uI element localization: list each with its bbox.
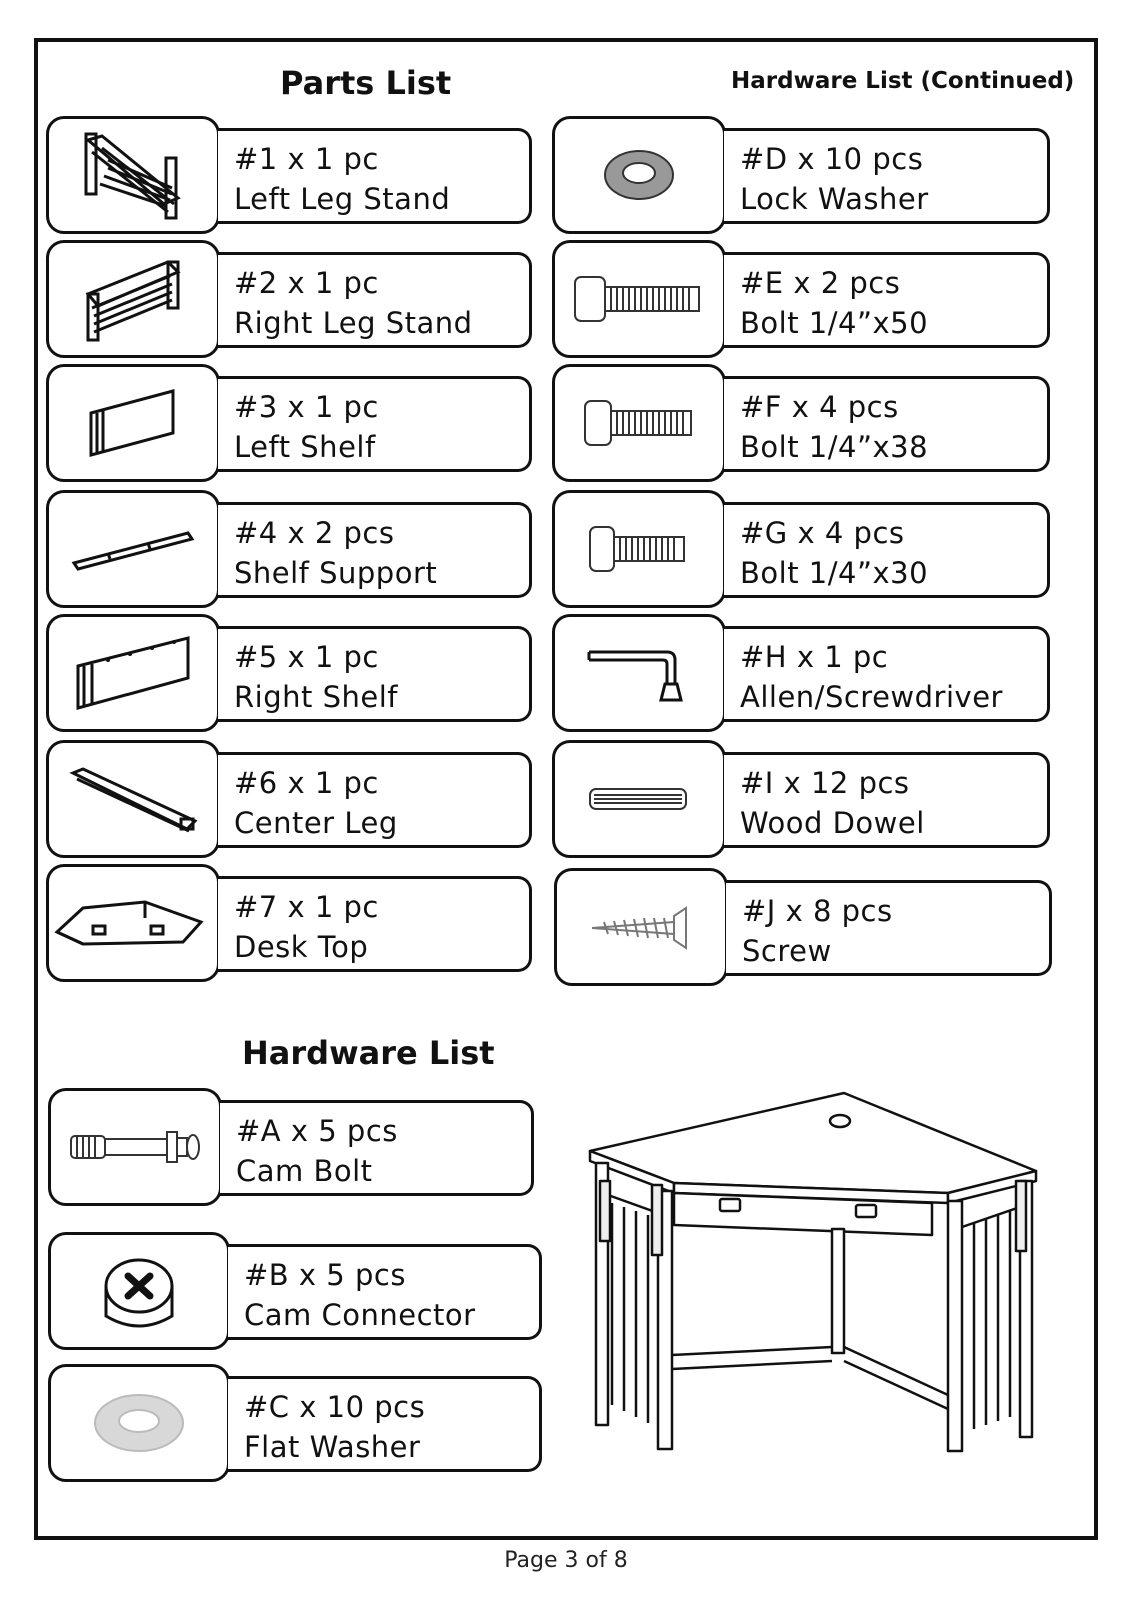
lock-washer-icon [552,116,726,234]
part-name: Left Leg Stand [234,182,451,216]
hardware-item-h [552,614,1052,736]
flat-washer-icon [48,1364,230,1482]
hardware-qty: #G x 4 pcs [740,516,905,550]
hardware-qty: #H x 1 pc [740,640,889,674]
part-label-6 [218,752,532,848]
hardware-qty: #I x 12 pcs [740,766,910,800]
hardware-qty: #A x 5 pcs [236,1114,398,1148]
hardware-name: Lock Washer [740,182,929,216]
hardware-item-g [552,490,1052,612]
part-name: Center Leg [234,806,398,840]
hardware-list-heading: Hardware List [242,1034,495,1072]
allen-screwdriver-icon [552,614,726,732]
part-name: Left Shelf [234,430,376,464]
hardware-name: Bolt 1/4”x50 [740,306,929,340]
hardware-item-e [552,240,1052,362]
hardware-list-continued-heading: Hardware List (Continued) [731,68,1075,94]
bolt-icon [552,364,726,482]
hardware-item-a [48,1088,538,1210]
part-item-1 [46,116,536,238]
hardware-name: Cam Bolt [236,1154,373,1188]
part-label-1 [218,128,532,224]
hardware-label-i [724,752,1050,848]
shelf-support-icon [46,490,220,608]
part-name: Right Leg Stand [234,306,473,340]
hardware-label-b [228,1244,542,1340]
page-number: Page 3 of 8 [504,1548,628,1573]
part-item-2 [46,240,536,362]
hardware-qty: #C x 10 pcs [244,1390,426,1424]
right-shelf-icon [46,614,220,732]
hardware-name: Bolt 1/4”x38 [740,430,929,464]
hardware-item-c [48,1364,538,1486]
part-name: Shelf Support [234,556,438,590]
bolt-icon [552,490,726,608]
part-qty: #6 x 1 pc [234,766,379,800]
hardware-label-c [228,1376,542,1472]
hardware-label-e [724,252,1050,348]
part-item-7 [46,864,536,986]
cam-connector-icon [48,1232,230,1350]
hardware-label-f [724,376,1050,472]
hardware-label-j [726,880,1052,976]
part-qty: #2 x 1 pc [234,266,379,300]
hardware-name: Wood Dowel [740,806,925,840]
cam-bolt-icon [48,1088,222,1206]
part-item-4 [46,490,536,612]
hardware-name: Cam Connector [244,1298,476,1332]
right-leg-stand-icon [46,240,220,358]
hardware-name: Bolt 1/4”x30 [740,556,929,590]
hardware-name: Allen/Screwdriver [740,680,1003,714]
part-qty: #7 x 1 pc [234,890,379,924]
assembled-desk-illustration [588,1085,1038,1462]
part-qty: #4 x 2 pcs [234,516,395,550]
part-item-5 [46,614,536,736]
hardware-qty: #J x 8 pcs [742,894,893,928]
part-qty: #5 x 1 pc [234,640,379,674]
center-leg-icon [46,740,220,858]
hardware-label-h [724,626,1050,722]
hardware-qty: #F x 4 pcs [740,390,899,424]
part-item-3 [46,364,536,486]
hardware-label-a [220,1100,534,1196]
hardware-item-j [554,868,1054,990]
hardware-qty: #B x 5 pcs [244,1258,406,1292]
hardware-qty: #E x 2 pcs [740,266,901,300]
part-name: Desk Top [234,930,369,964]
part-label-7 [218,876,532,972]
desk-top-icon [46,864,220,982]
screw-icon [554,868,728,986]
hardware-name: Flat Washer [244,1430,421,1464]
part-label-5 [218,626,532,722]
part-name: Right Shelf [234,680,398,714]
part-label-4 [218,502,532,598]
parts-list-heading: Parts List [280,64,452,102]
left-shelf-icon [46,364,220,482]
hardware-item-b [48,1232,538,1354]
hardware-name: Screw [742,934,832,968]
wood-dowel-icon [552,740,726,858]
part-qty: #1 x 1 pc [234,142,379,176]
hardware-item-i [552,740,1052,862]
bolt-icon [552,240,726,358]
hardware-label-g [724,502,1050,598]
hardware-label-d [724,128,1050,224]
part-label-2 [218,252,532,348]
part-label-3 [218,376,532,472]
left-leg-stand-icon [46,116,220,234]
part-qty: #3 x 1 pc [234,390,379,424]
hardware-item-f [552,364,1052,486]
hardware-item-d [552,116,1052,238]
part-item-6 [46,740,536,862]
hardware-qty: #D x 10 pcs [740,142,924,176]
